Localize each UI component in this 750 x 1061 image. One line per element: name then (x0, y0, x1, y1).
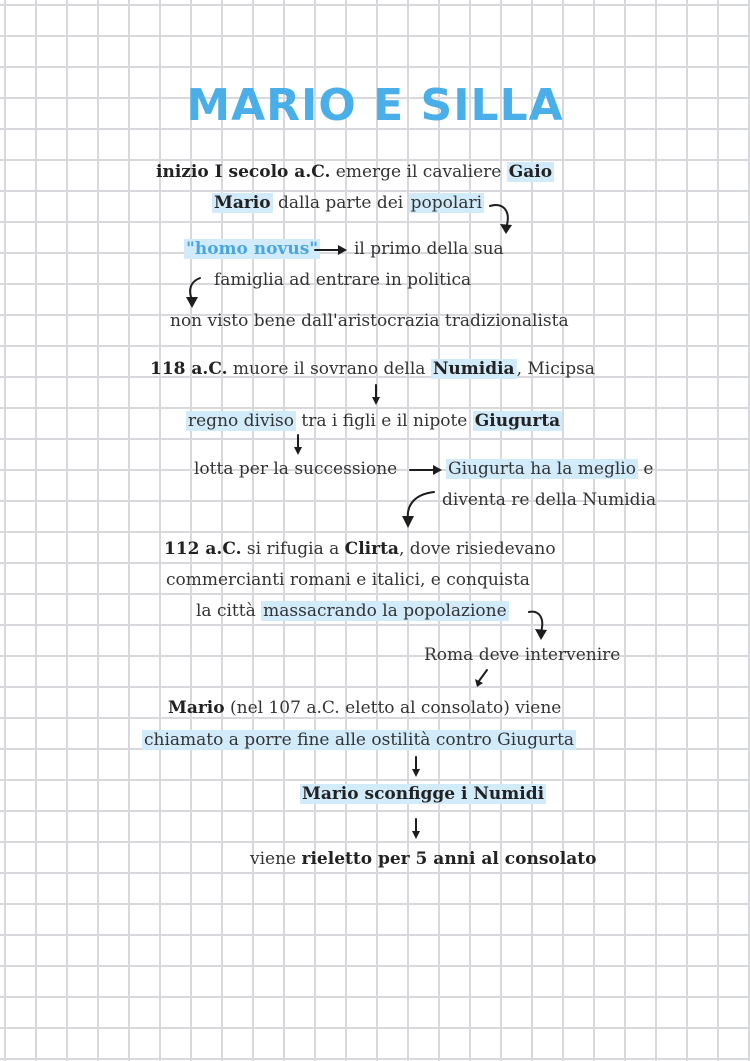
term-highlight: chiamato a porre fine alle ostilità contro Giugurta (144, 730, 575, 750)
note-line-16 (300, 783, 546, 805)
note-text: e (637, 459, 654, 479)
note-text: lotta per la successione (194, 459, 398, 479)
note-line-15 (142, 729, 576, 751)
note-line-12 (196, 600, 509, 622)
note-text: la città (196, 601, 262, 621)
term-highlight: Mario sconfigge i Numidi (302, 784, 545, 804)
right-arrow-icon (314, 244, 348, 256)
note-line-5 (170, 310, 569, 332)
note-line-6 (150, 358, 595, 380)
note-text: (nel 107 a.C. eletto al consolato) viene (224, 698, 562, 718)
right-arrow-icon (409, 464, 443, 476)
note-line-10 (164, 538, 556, 560)
note-line-17 (250, 848, 596, 870)
note-line-13 (424, 644, 620, 666)
note-text: non visto bene dall'aristocrazia tradizionalista (170, 311, 569, 331)
note-line-7 (186, 410, 562, 432)
down-arrow-icon (370, 384, 382, 406)
term-highlight: Giugurta ha la meglio (448, 459, 636, 479)
down-arrow-icon (410, 818, 422, 840)
page-title: MARIO E SILLA (186, 80, 564, 131)
homo-novus-highlight: "homo novus" (186, 239, 319, 259)
term-highlight: regno diviso (188, 411, 294, 431)
name-text: Mario (168, 698, 225, 718)
note-text: si rifugia a (241, 539, 345, 559)
note-line-3 (184, 238, 320, 260)
term-text: rieletto per 5 anni al consolato (301, 849, 597, 869)
note-text: il primo della sua (354, 239, 504, 259)
date-text: 118 a.C. (150, 359, 228, 379)
note-line-14 (168, 697, 561, 719)
note-text: commercianti romani e italici, e conquista (166, 570, 530, 590)
down-arrow-icon (292, 434, 304, 456)
note-text: , Micipsa (516, 359, 595, 379)
date-text: inizio I secolo a.C. (156, 162, 331, 182)
curved-arrow-icon (398, 490, 438, 532)
note-text: , dove risiedevano (398, 539, 556, 559)
note-text: viene (250, 849, 302, 869)
note-line-11 (166, 569, 530, 591)
note-text: muore il sovrano della (227, 359, 431, 379)
note-text: dalla parte dei (272, 193, 409, 213)
note-text: diventa re della Numidia (442, 490, 657, 510)
note-text: emerge il cavaliere (330, 162, 507, 182)
place-highlight: Numidia (432, 359, 515, 379)
name-highlight: Mario (214, 193, 271, 213)
term-highlight: massacrando la popolazione (263, 601, 507, 621)
note-text: famiglia ad entrare in politica (214, 270, 472, 290)
note-line-3b (354, 238, 504, 260)
curved-arrow-icon (488, 196, 518, 238)
note-text: tra i figli e il nipote (295, 411, 473, 431)
down-left-arrow-icon (474, 668, 490, 688)
curved-arrow-icon (527, 606, 555, 642)
note-line-4 (214, 269, 471, 291)
note-line-1 (156, 161, 554, 183)
note-line-8 (194, 458, 397, 480)
note-line-8b (446, 458, 653, 480)
curved-arrow-icon (184, 276, 206, 310)
place-text: Clirta (344, 539, 399, 559)
date-text: 112 a.C. (164, 539, 242, 559)
note-text: Roma deve intervenire (424, 645, 621, 665)
note-line-2 (212, 192, 484, 214)
term-highlight: popolari (410, 193, 483, 213)
down-arrow-icon (410, 756, 422, 778)
name-highlight: Gaio (508, 162, 553, 182)
name-highlight: Giugurta (474, 411, 561, 431)
note-line-9 (442, 489, 656, 511)
